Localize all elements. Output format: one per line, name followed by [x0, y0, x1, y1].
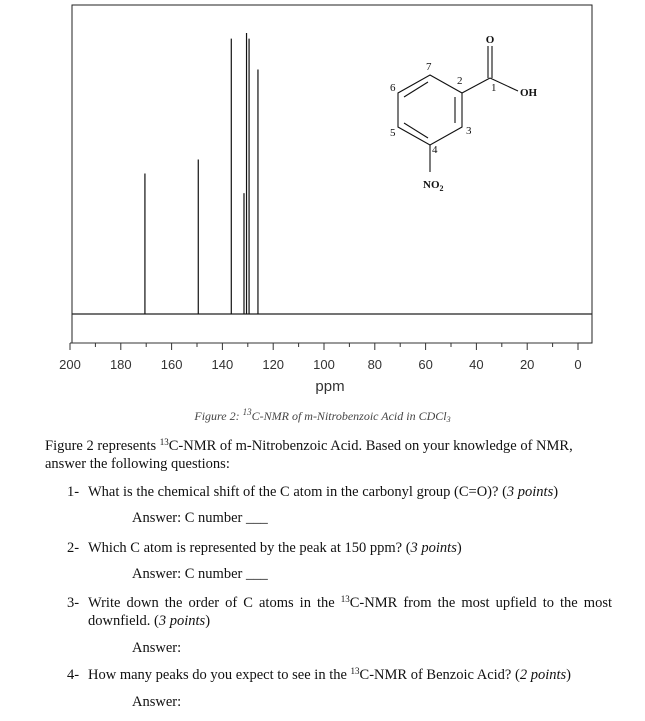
x-tick-label: 180 — [109, 357, 132, 372]
question-text: Write down the order of C atoms in the $^{13}$C-NMR from the most upfield to the most downfield. (3 points) — [88, 594, 612, 629]
molecule-structure — [398, 46, 518, 172]
x-tick-label: 200 — [59, 357, 81, 372]
bond-ring-to-carboxyl — [462, 78, 490, 93]
carbon-number-2: 2 — [457, 75, 463, 87]
carbon-number-6: 6 — [390, 82, 396, 94]
question-2 — [67, 539, 612, 557]
carbon-number-5: 5 — [390, 127, 396, 139]
x-tick-label: 160 — [160, 357, 183, 372]
answer-3: Answer: — [132, 640, 182, 656]
x-tick-label: 0 — [574, 357, 582, 372]
carbon-number-7: 7 — [426, 61, 432, 73]
x-axis-title: ppm — [315, 378, 345, 395]
molecule-labels — [390, 34, 538, 193]
x-ticks-group — [59, 343, 581, 372]
ring-inner-bond-a — [404, 82, 428, 97]
answer-1: Answer: C number ___ — [132, 510, 268, 526]
question-1 — [67, 483, 612, 501]
x-tick-label: 120 — [262, 357, 285, 372]
x-tick-label: 80 — [367, 357, 383, 372]
nitro-label: $NO_2$ — [423, 179, 444, 193]
x-tick-label: 40 — [469, 357, 484, 372]
x-tick-label: 100 — [313, 357, 335, 372]
peaks-group — [145, 33, 258, 314]
answer-2: Answer: C number ___ — [132, 566, 268, 582]
question-text: Which C atom is represented by the peak at 150 ppm? (3 points) — [88, 540, 462, 556]
question-number: 2- — [67, 540, 80, 556]
intro-paragraph: Figure 2 represents $^{13}$C-NMR of m-Nitrobenzoic Acid. Based on your knowledge of NMR, answer the following questions: — [45, 437, 573, 472]
question-3 — [67, 594, 612, 630]
question-4 — [67, 666, 612, 684]
question-number: 4- — [67, 667, 80, 683]
figure-caption: Figure 2: $^{13}$C-NMR of m-Nitrobenzoic Acid in CDCl$_3$ — [194, 407, 451, 424]
x-tick-label: 140 — [211, 357, 234, 372]
answer-4: Answer: — [132, 694, 182, 710]
chart-frame — [72, 5, 592, 343]
carbon-number-3: 3 — [466, 125, 472, 137]
carbon-number-4: 4 — [432, 144, 438, 156]
x-tick-label: 60 — [418, 357, 433, 372]
question-text: What is the chemical shift of the C atom in the carbonyl group (C=O)? (3 points) — [88, 484, 559, 500]
carbonyl-oxygen-label: O — [485, 34, 495, 46]
question-text: How many peaks do you expect to see in the $^{13}$C-NMR of Benzoic Acid? (2 points) — [88, 666, 571, 683]
ring-inner-bond-c — [404, 123, 428, 138]
benzene-ring — [398, 75, 462, 145]
carbon-number-1: 1 — [491, 82, 497, 94]
x-tick-label: 20 — [519, 357, 535, 372]
question-number: 3- — [67, 595, 80, 611]
hydroxyl-label: OH — [520, 87, 538, 99]
question-number: 1- — [67, 484, 80, 500]
